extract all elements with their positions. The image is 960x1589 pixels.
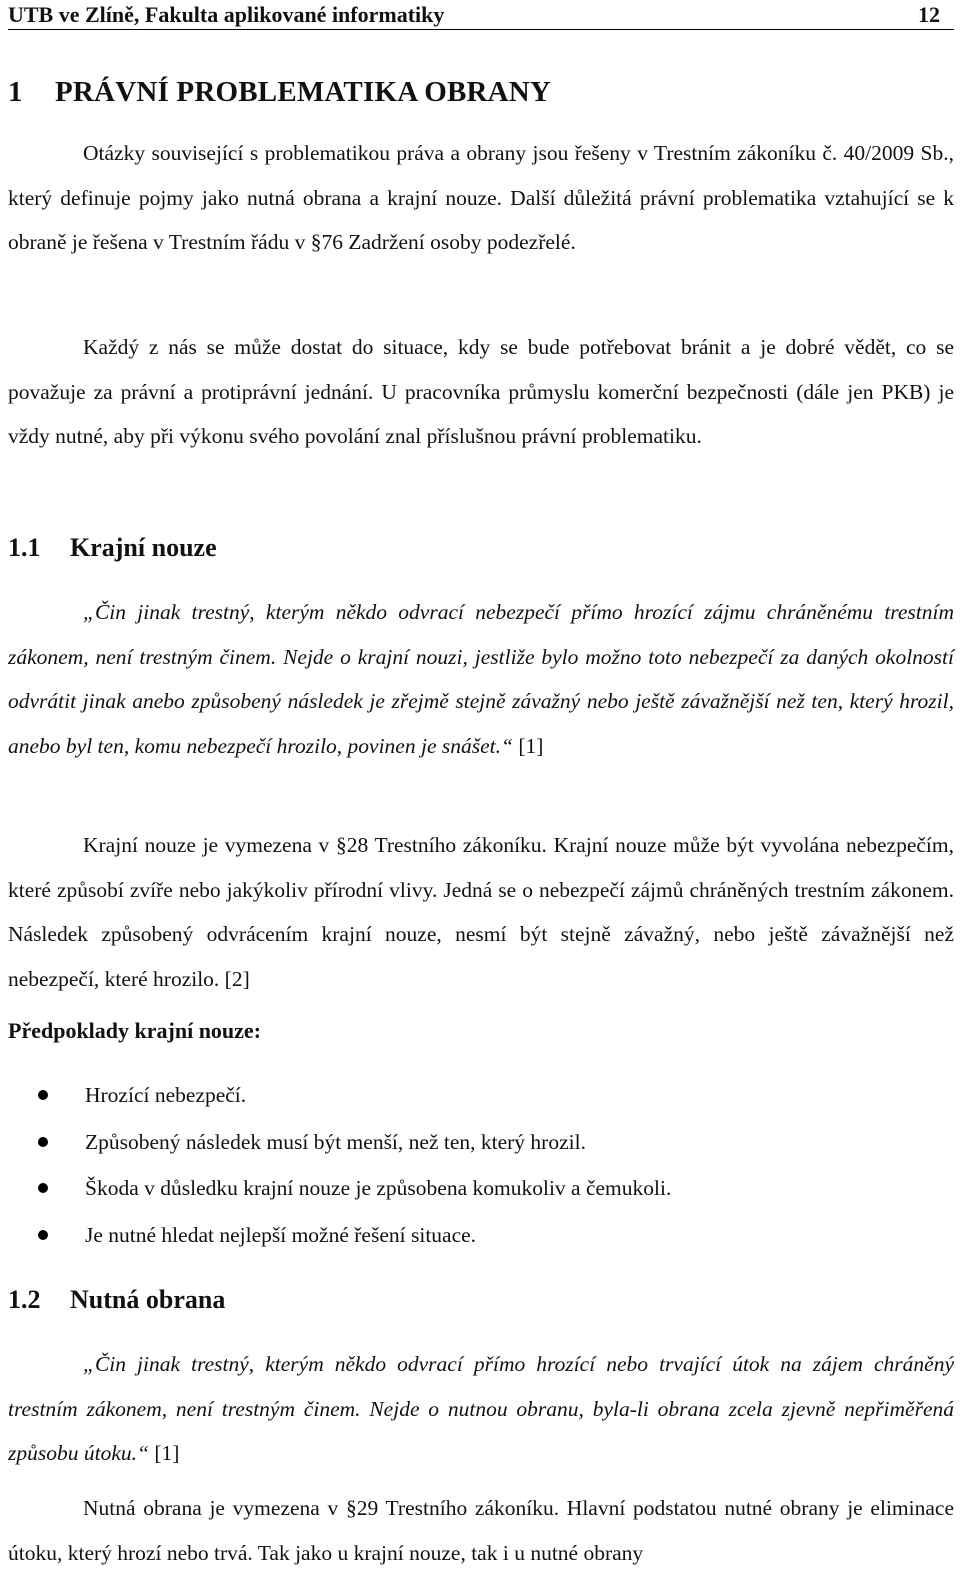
chapter-heading — [8, 76, 551, 109]
section-number: 1.1 — [8, 533, 41, 562]
section-heading-nutna-obrana — [8, 1285, 225, 1315]
list-item-text: Je nutné hledat nejlepší možné řešení situace. — [85, 1222, 477, 1247]
list-item-text: Způsobený následek musí být menší, než ten, který hrozil. — [85, 1129, 586, 1154]
intro-paragraph-2: Každý z nás se může dostat do situace, kdy se bude potřebovat bránit a je dobré vědět, co se považuje za právní a protiprávní jednání. U pracovníka průmyslu komerční bezpečnosti (dále jen PKB) je vždy nutné, aby při výkonu svého povolání znal příslušnou právní problematiku. — [8, 335, 954, 448]
chapter-number: 1 — [8, 76, 23, 108]
list-item-text: Škoda v důsledku krajní nouze je způsobena komukoliv a čemukoli. — [85, 1176, 672, 1200]
intro-paragraph-1: Otázky související s problematikou práva a obrany jsou řešeny v Trestním zákoníku č. 40/2009 Sb., který definuje pojmy jako nutná obrana a krajní nouze. Další důležitá právní problematika vztahující se k obraně je řešena v Trestním řádu v §76 Zadržení osoby podezřelé. — [8, 141, 954, 254]
conditions-heading: Předpoklady krajní nouze: — [8, 1018, 262, 1043]
quote-text: „Čin jinak trestný, kterým někdo odvrací přímo hrozící nebo trvající útok na zájem chráněný trestním zákonem, není trestným činem. Nejde o nutnou obranu, byla-li obrana zcela zjevně nepřiměřená způsobu útoku.“ — [8, 1352, 954, 1465]
page-number: 12 — [918, 1, 940, 27]
bullet-icon — [38, 1183, 48, 1193]
citation-ref: [1] — [154, 1441, 180, 1465]
section-title: Krajní nouze — [70, 533, 217, 562]
citation-ref: [1] — [518, 733, 544, 758]
law-quote-krajni-nouze — [8, 590, 954, 768]
section-title: Nutná obrana — [70, 1285, 226, 1314]
list-item — [0, 1072, 940, 1119]
list-item — [0, 1119, 940, 1166]
bullet-icon — [38, 1137, 48, 1147]
bullet-icon — [38, 1230, 48, 1240]
section-number: 1.2 — [8, 1285, 41, 1314]
header-title: UTB ve Zlíně, Fakulta aplikované informatiky — [8, 1, 445, 27]
krajni-nouze-paragraph: Krajní nouze je vymezena v §28 Trestního zákoníku. Krajní nouze může být vyvolána nebezpečím, které způsobí zvíře nebo jakýkoliv přírodní vlivy. Jedná se o nebezpečí zájmů chráněných trestním zákonem. Následek způsobený odvrácením krajní nouze, nesmí být stejně závažný, nebo ještě závažnější než nebezpečí, které hrozilo. [2] — [8, 833, 954, 991]
section-heading-krajni-nouze — [8, 533, 217, 563]
quote-text: „Čin jinak trestný, kterým někdo odvrací nebezpečí přímo hrozící zájmu chráněnému trestním zákonem, není trestným činem. Nejde o krajní nouzi, jestliže bylo možno toto nebezpečí za daných okolností odvrátit jinak anebo způsobený následek je zřejmě stejně závažný nebo ještě závažnější než ten, který hrozil, anebo byl ten, komu nebezpečí hrozilo, povinen je snášet.“ — [8, 600, 954, 758]
list-item — [0, 1165, 940, 1212]
chapter-title: PRÁVNÍ PROBLEMATIKA OBRANY — [55, 76, 552, 108]
bullet-icon — [38, 1090, 48, 1100]
law-quote-nutna-obrana — [8, 1342, 954, 1476]
list-item — [0, 1212, 940, 1259]
page-header — [8, 0, 954, 30]
nutna-obrana-paragraph: Nutná obrana je vymezena v §29 Trestního zákoníku. Hlavní podstatou nutné obrany je eliminace útoku, který hrozí nebo trvá. Tak jako u krajní nouze, tak i u nutné obrany — [8, 1496, 954, 1565]
list-item-text: Hrozící nebezpečí. — [85, 1083, 247, 1107]
conditions-list — [0, 1072, 940, 1258]
